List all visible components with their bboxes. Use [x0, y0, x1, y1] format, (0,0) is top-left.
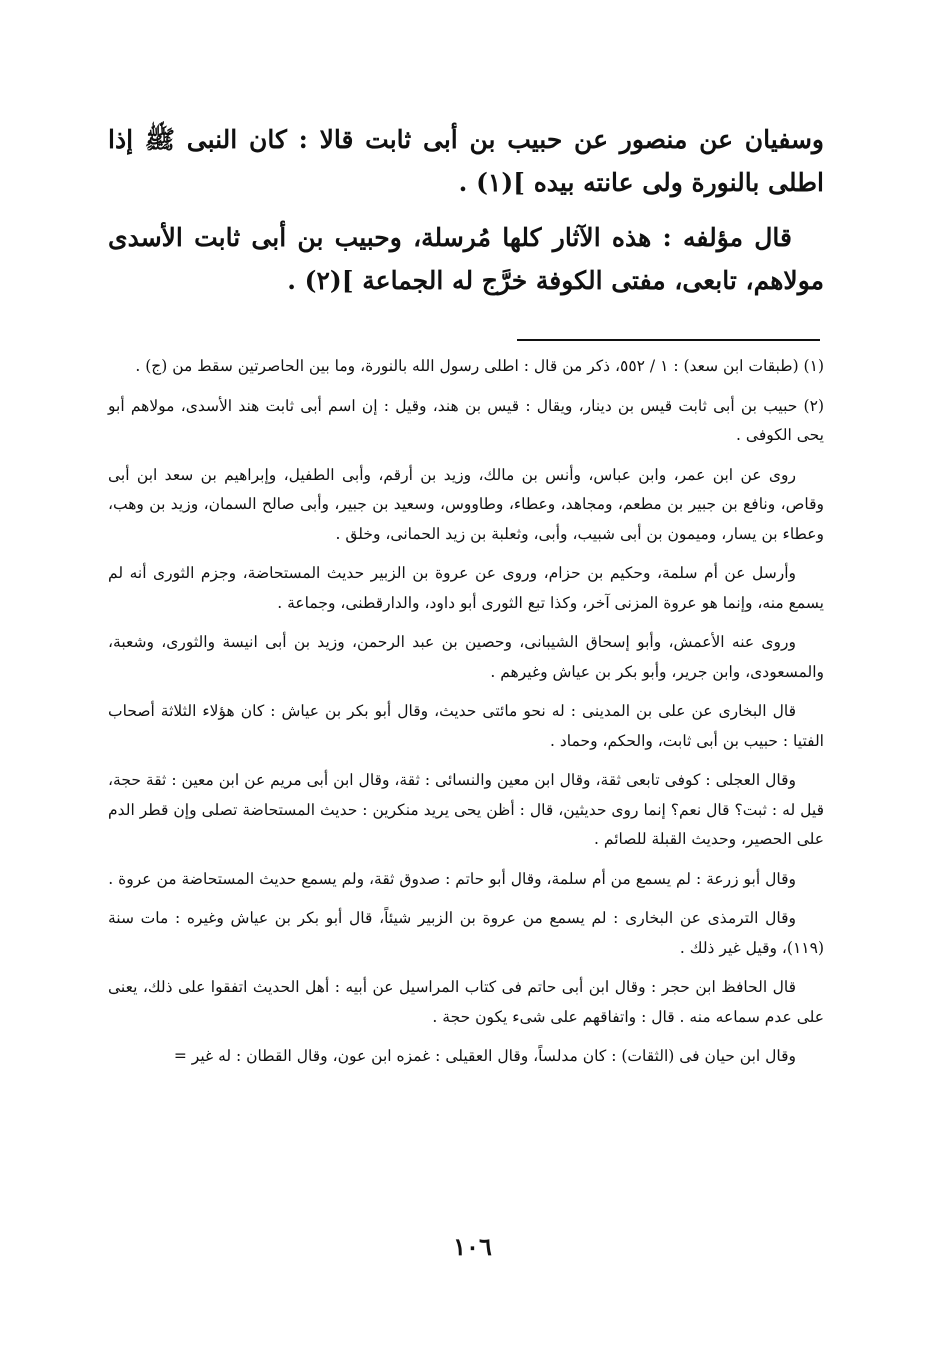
- main-text: [108, 118, 824, 302]
- footnote-paragraph: وقال العجلى : كوفى تابعى ثقة، وقال ابن معين والنسائى : ثقة، وقال ابن أبى مريم عن ابن معين : ثقة حجة، قيل له : ثبت؟ قال نعم؟ إنما روى حديثين، قال : أظن يحى يريد منكرين : حديث المستحاضة تصلى وإن قطر الدم على الحصير، وحديث القبلة للصائم .: [108, 771, 824, 848]
- footnote-paragraph: وقال ابن حيان فى (الثقات) : كان مدلساً، وقال العقيلى : غمزه ابن عون، وقال القطان : له غير =: [173, 1047, 796, 1065]
- footnote-paragraph: قال الحافظ ابن حجر : وقال ابن أبى حاتم فى كتاب المراسيل عن أبيه : أهل الحديث اتفقوا على ذلك، يعنى على عدم سماعه منه . قال : واتفاقهم على شىء يكون حجة .: [108, 978, 824, 1026]
- footnote-1: (١) (طبقات ابن سعد) : ١ / ٥٥٢، ذكر من قال : اطلى رسول الله بالنورة، وما بين الحاصرتين سقط من (ج) .: [135, 357, 824, 375]
- footnote-paragraph: وقال أبو زرعة : لم يسمع من أم سلمة، وقال أبو حاتم : صدوق ثقة، ولم يسمع حديث المستحاضة من عروة .: [108, 869, 796, 888]
- main-paragraph-1: وسفيان عن منصور عن حبيب بن أبى ثابت قالا : كان النبى ﷺ إذا اطلى بالنورة ولى عانته بيده ](١) .: [108, 125, 824, 197]
- main-paragraph-2: قال مؤلفه : هذه الآثار كلها مُرسلة، وحبيب بن أبى ثابت الأسدى مولاهم، تابعى، مفتى الكوفة خرَّج له الجماعة ](٢) .: [108, 223, 824, 295]
- footnotes: [108, 352, 824, 1082]
- footnote-2: (٢) حبيب بن أبى ثابت قيس بن دينار، ويقال : قيس بن هند، وقيل : إن اسم أبى ثابت هند الأسدى، مولاهم أبو يحى الكوفى .: [108, 396, 824, 444]
- footnote-paragraph: روى عن ابن عمر، وابن عباس، وأنس بن مالك، وزيد بن أرقم، وأبى الطفيل، وإبراهيم بن سعد ابن أبى وقاص، ونافع بن جبير بن مطعم، ومجاهد، وعطاء، وطاووس، وسعيد بن جبير، وأبى صالح السمان، وزيد بن وهب، وعطاء بن يسار، وميمون بن أبى شبيب، وأبى، وثعلبة بن زيد الحمانى، وخلق .: [108, 465, 824, 543]
- footnote-separator: [517, 339, 820, 341]
- footnote-paragraph: وروى عنه الأعمش، وأبو إسحاق الشيبانى، وحصين بن عبد الرحمن، وزيد بن أبى انيسة والثورى، وشعبة، والمسعودى، وابن جرير، وأبو بكر بن عياش وغيرهم .: [108, 633, 824, 681]
- page-number: ١٠٦: [453, 1232, 492, 1261]
- footnote-paragraph: وقال الترمذى عن البخارى : لم يسمع من عروة بن الزبير شيئاً، قال أبو بكر بن عياش وغيره : مات سنة (١١٩)، وقيل غير ذلك .: [108, 909, 824, 957]
- footnote-paragraph: قال البخارى عن على بن المدينى : له نحو مائتى حديث، وقال أبو بكر بن عياش : كان هؤلاء الثلاثة أصحاب الفتيا : حبيب بن أبى ثابت، والحكم، وحماد .: [108, 702, 824, 750]
- footnote-paragraph: وأرسل عن أم سلمة، وحكيم بن حزام، وروى عن عروة بن الزبير حديث المستحاضة، وجزم الثورى أنه لم يسمع منه، وإنما هو عروة المزنى آخر، وكذا تبع الثورى أبو داود، والدارقطنى، وجماعة .: [108, 564, 824, 612]
